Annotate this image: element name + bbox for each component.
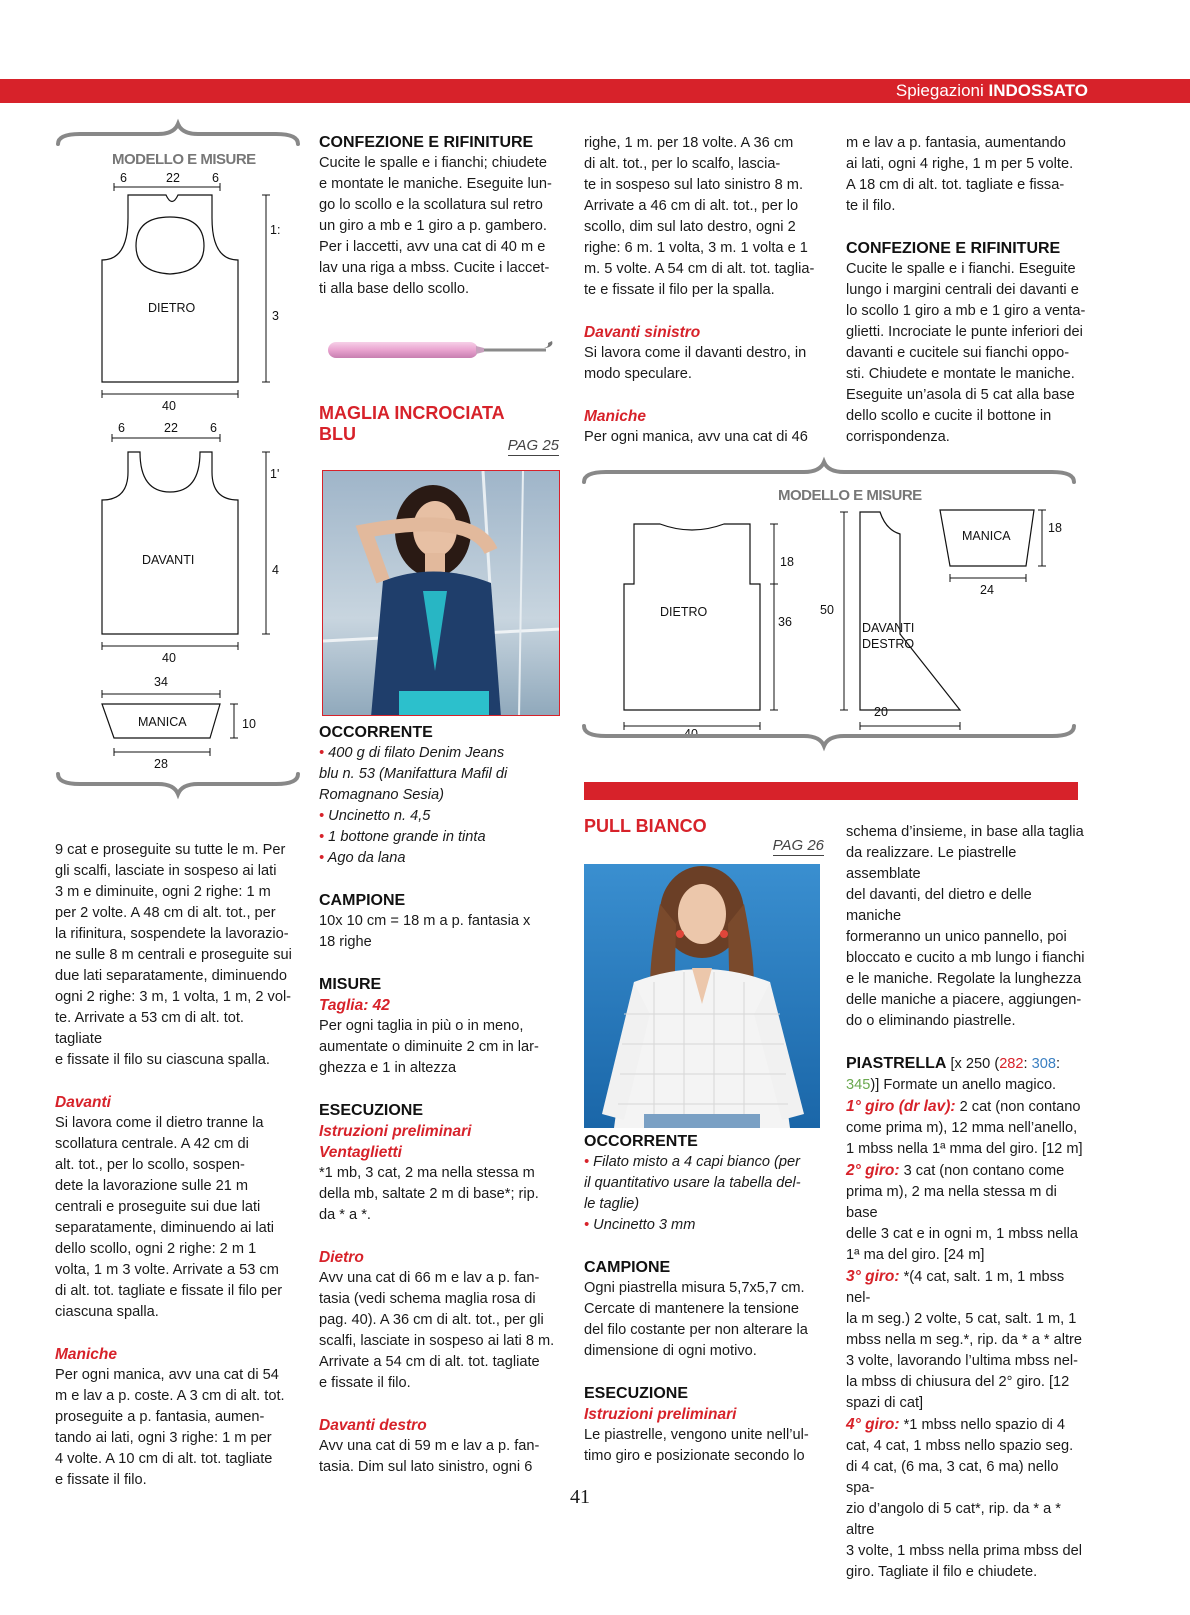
d2-manica-side: 18	[1048, 521, 1062, 535]
col3-occorrente-list	[584, 1152, 824, 1236]
pull-photo	[584, 864, 820, 1128]
col4-confezione-heading: CONFEZIONE E RIFINITURE	[846, 240, 1061, 257]
col3-davanti-sinistro-heading: Davanti sinistro	[584, 324, 701, 341]
d1-davanti-bottom: 40	[162, 651, 176, 665]
col2-campione-heading: CAMPIONE	[319, 892, 406, 909]
d1-dietro-top-left: 6	[120, 171, 127, 185]
maglia-photo	[322, 470, 560, 716]
col1-davanti-text: Si lavora come il dietro tranne la scollatura centrale. A 42 cm di alt. tot., per lo scollo, sospen- dete la lavorazione sulle 21 m centrali e proseguite sui due lati separatamente, diminuendo ai lati dello scollo, ogni 2 righe: 2 m 1 volta, 1 m 3 volte. Arrivate a 53 cm di alt. tot. tagliate e fissate il filo per ciascuna spalla.	[55, 1115, 283, 1320]
col3-istruzioni-heading: Istruzioni preliminari	[584, 1406, 737, 1423]
pull-page-ref: PAG 26	[772, 837, 824, 854]
d1-davanti-label: DAVANTI	[142, 553, 195, 567]
col2-misure-heading: MISURE	[319, 976, 382, 993]
d1-davanti-top-mid: 22	[164, 421, 178, 435]
col2-confezione-heading: CONFEZIONE E RIFINITURE	[319, 134, 534, 151]
d1-davanti-top-left: 6	[118, 421, 125, 435]
list-item: Romagnano Sesia)	[319, 787, 444, 803]
d2-dietro-label: DIETRO	[660, 605, 708, 619]
col2-istruzioni-heading: Istruzioni preliminari	[319, 1123, 472, 1140]
list-item: le taglie)	[584, 1196, 640, 1212]
d2-dietro-side-main: 36	[778, 615, 792, 629]
maglia-title-line2: BLU	[319, 424, 356, 444]
d1-dietro-top-mid: 22	[166, 171, 180, 185]
col1-intro: 9 cat e proseguite su tutte le m. Per gli scalfi, lasciate in sospeso ai lati 3 m e diminuite, ogni 2 righe: 1 m per 2 volte. A 48 cm di alt. tot., per la rifinitura, sospendete la lavorazio- ne sulle 8 m centrali e proseguite sui due lati separatamente, diminuendo ogni 2 righe: 3 m, 1 volta, 1 m, 2 vol- te. Arrivate a 53 cm di alt. tot. tagliate e fissate il filo su ciascuna spalla.	[55, 842, 292, 1068]
col3-maniche-heading: Maniche	[584, 408, 647, 425]
list-item: blu n. 53 (Manifattura Mafil di	[319, 766, 508, 782]
list-item: • Uncinetto 3 mm	[584, 1217, 696, 1233]
col2-confezione-text: Cucite le spalle e i fianchi; chiudete e montate le maniche. Eseguite lun- go lo scollo e la scollatura sul retro un giro a mb e 1 giro a p. gambero. Per i laccetti, avv una cat di 40 m e lav una riga a mbss. Cucite i laccet- ti alla base dello scollo.	[319, 155, 552, 297]
col1-maniche-text: Per ogni manica, avv una cat di 54 m e lav a p. coste. A 3 cm di alt. tot. proseguite a p. fantasia, aumen- tando ai lati, ogni 3 righe: 1 m per 4 volte. A 10 cm di alt. tot. tagliate e fissate il filo.	[55, 1367, 285, 1488]
d1-dietro-side-main: 3	[272, 309, 279, 323]
piastrella-heading-line: PIASTRELLA [x 250 (282: 308:	[846, 1055, 1061, 1072]
d1-manica-bottom: 28	[154, 757, 168, 771]
maglia-title-line1: MAGLIA INCROCIATA	[319, 403, 505, 423]
list-item: • Uncinetto n. 4,5	[319, 808, 431, 824]
maglia-page-ref: PAG 25	[507, 437, 559, 454]
column-2-lower: OCCORRENTE • 400 g di filato Denim Jeans blu n. 53 (Manifattura Mafil di Romagnano Sesia) • Uncinetto n. 4,5 • 1 bottone grande in tinta • Ago da lana CAMPIONE 10x 10 cm = 18 m a p. fantasia x 18 righe MISURE Taglia: 42 Per ogni taglia in più o in meno, aumentate o diminuite 2 cm in lar- ghezza e 1 in altezza ESECUZIONE Istruzioni preliminari Ventaglietti *1 mb, 3 cat, 2 ma nella stessa m della mb, saltate 2 m di base*; rip. da * a *. Dietro Avv una cat di 66 m e lav a p. fan- tasia (vedi schema maglia rosa di pag. 40). A 36 cm di alt. tot., per gli scalfi, lasciate in sospeso ai lati 8 m. Arrivate a 54 cm di alt. tot. tagliate e fissate il filo. Davanti destro Avv una cat di 59 m e lav a p. fan- tasia. Dim sul lato sinistro, ogni 6	[319, 722, 559, 1478]
crochet-hook-illustration	[326, 336, 556, 364]
column-3-lower: OCCORRENTE • Filato misto a 4 capi bianco (per il quantitativo usare la tabella del- le taglie) • Uncinetto 3 mm CAMPIONE Ogni piastrella misura 5,7x5,7 cm. Cercate di mantenere la tensione del filo costante per non alterare la dimensione di ogni motivo. ESECUZIONE Istruzioni preliminari Le piastrelle, vengono unite nell’ul- timo giro e posizionate secondo lo	[584, 1131, 824, 1467]
col2-taglia: Taglia: 42	[319, 997, 390, 1014]
d2-davanti-label-1: DAVANTI	[862, 621, 915, 635]
column-3-pull	[584, 816, 824, 855]
diagram-modello-misure-1	[50, 122, 310, 812]
column-1-text	[55, 840, 295, 1491]
diagram2-title: MODELLO E MISURE	[778, 487, 922, 504]
section-divider-strip	[584, 782, 1078, 800]
list-item: • Ago da lana	[319, 850, 406, 866]
pull-title: PULL BIANCO	[584, 816, 707, 836]
diagram1-title: MODELLO E MISURE	[112, 151, 256, 168]
d2-manica-bottom: 24	[980, 583, 994, 597]
d2-dietro-bottom: 40	[684, 727, 698, 741]
d1-manica-label: MANICA	[138, 715, 187, 729]
column-3-top: righe, 1 m. per 18 volte. A 36 cm di alt. tot., per lo scalfo, lascia- te in sospeso sul lato sinistro 8 m. Arrivate a 46 cm di alt. tot., per lo scollo, dim sul lato destro, ogni 2 righe: 6 m. 1 volta, 3 m. 1 volta e 1 m. 5 volte. A 54 cm di alt. tot. taglia- te e fissate il filo per la spalla. Davanti sinistro Si lavora come il davanti destro, in modo speculare. Maniche Per ogni manica, avv una cat di 46	[584, 133, 824, 448]
d1-davanti-side-main: 4	[272, 563, 279, 577]
d1-dietro-bottom: 40	[162, 399, 176, 413]
column-2-maglia	[319, 403, 559, 455]
diagram-modello-misure-2	[578, 464, 1088, 774]
list-item: • 1 bottone grande in tinta	[319, 829, 486, 845]
d2-davanti-side: 50	[820, 603, 834, 617]
d1-dietro-side-top: 1:	[270, 223, 281, 237]
section-header-bar	[0, 79, 1190, 103]
col1-davanti-heading: Davanti	[55, 1094, 111, 1111]
col2-davanti-destro-heading: Davanti destro	[319, 1417, 427, 1434]
list-item: • Filato misto a 4 capi bianco (per	[584, 1154, 801, 1170]
col2-dietro-heading: Dietro	[319, 1249, 364, 1266]
d1-davanti-top-right: 6	[210, 421, 217, 435]
col2-occorrente-list	[319, 743, 559, 869]
d1-dietro-top-right: 6	[212, 171, 219, 185]
d2-davanti-label-2: DESTRO	[862, 637, 915, 651]
column-4-top: m e lav a p. fantasia, aumentando ai lati, ogni 4 righe, 1 m per 5 volte. A 18 cm di alt. tot. tagliate e fissa- te il filo. CONFEZIONE E RIFINITURE Cucite le spalle e i fianchi. Eseguite lungo i margini centrali dei davanti e lo scollo 1 giro a mb e 1 giro a venta- glietti. Incrociate le punte inferiori dei davanti e cucitele sui fianchi oppo- sti. Chiudete e montate le maniche. Eseguite un’asola di 5 cat alla base dello scollo e cucite il bottone in corrispondenza.	[846, 135, 1086, 445]
col3-occorrente-heading: OCCORRENTE	[584, 1133, 698, 1150]
col3-campione-heading: CAMPIONE	[584, 1259, 671, 1276]
d1-manica-top: 34	[154, 675, 168, 689]
col3-esecuzione-heading: ESECUZIONE	[584, 1385, 689, 1402]
col2-occorrente-heading: OCCORRENTE	[319, 724, 433, 741]
page-number: 41	[570, 1486, 590, 1508]
list-item: • 400 g di filato Denim Jeans	[319, 745, 505, 761]
col1-maniche-heading: Maniche	[55, 1346, 118, 1363]
header-section: INDOSSATO	[988, 81, 1088, 100]
d2-manica-label: MANICA	[962, 529, 1011, 543]
d1-davanti-side-top: 1'	[270, 467, 280, 481]
column-4-bottom: schema d’insieme, in base alla taglia da realizzare. Le piastrelle assemblate del davanti, del dietro e delle maniche formeranno un unico pannello, poi bloccato e cucito a mb lungo i fianchi e le maniche. Regolate la lunghezza delle maniche a piacere, aggiungen- do o eliminando piastrelle. PIASTRELLA [x 250 (282: 308: 345)] Formate un anello magico. 1° giro (dr lav): 2 cat (non contano come prima m), 12 mma nell’anello, 1 mbss nella 1ª mma del giro. [12 m] 2° giro: 3 cat (non contano come prima m), 2 ma nella stessa m di base delle 3 cat e in ogni m, 1 mbss nella 1ª ma del giro. [24 m] 3° giro: *(4 cat, salt. 1 m, 1 mbss nel- la m seg.) 2 volte, 5 cat, salt. 1 m, 1 mbss nella m seg.*, rip. da * a * altre 3 volte, lavorando l’ultima mbss nel- la mbss di chiusura del 2° giro. [12 spazi di cat] 4° giro: *1 mbss nello spazio di 4 cat, 4 cat, 1 mbss nello spazio seg. di 4 cat, (6 ma, 3 cat, 6 ma) nello spa- zio d’angolo di 5 cat*, rip. da * a * altre 3 volte, 1 mbss nella prima mbss del giro. Tagliate il filo e chiudete.	[846, 824, 1085, 1580]
header-prefix: Spiegazioni	[895, 81, 984, 100]
d1-dietro-label: DIETRO	[148, 301, 196, 315]
col2-esecuzione-heading: ESECUZIONE	[319, 1102, 424, 1119]
col2-ventaglietti-heading: Ventaglietti	[319, 1144, 402, 1161]
d2-davanti-bottom: 20	[874, 705, 888, 719]
list-item: il quantitativo usare la tabella del-	[584, 1175, 801, 1191]
section-header-text	[896, 81, 1088, 101]
d2-dietro-side-top: 18	[780, 555, 794, 569]
d1-manica-side: 10	[242, 717, 256, 731]
column-2-top	[319, 132, 559, 300]
